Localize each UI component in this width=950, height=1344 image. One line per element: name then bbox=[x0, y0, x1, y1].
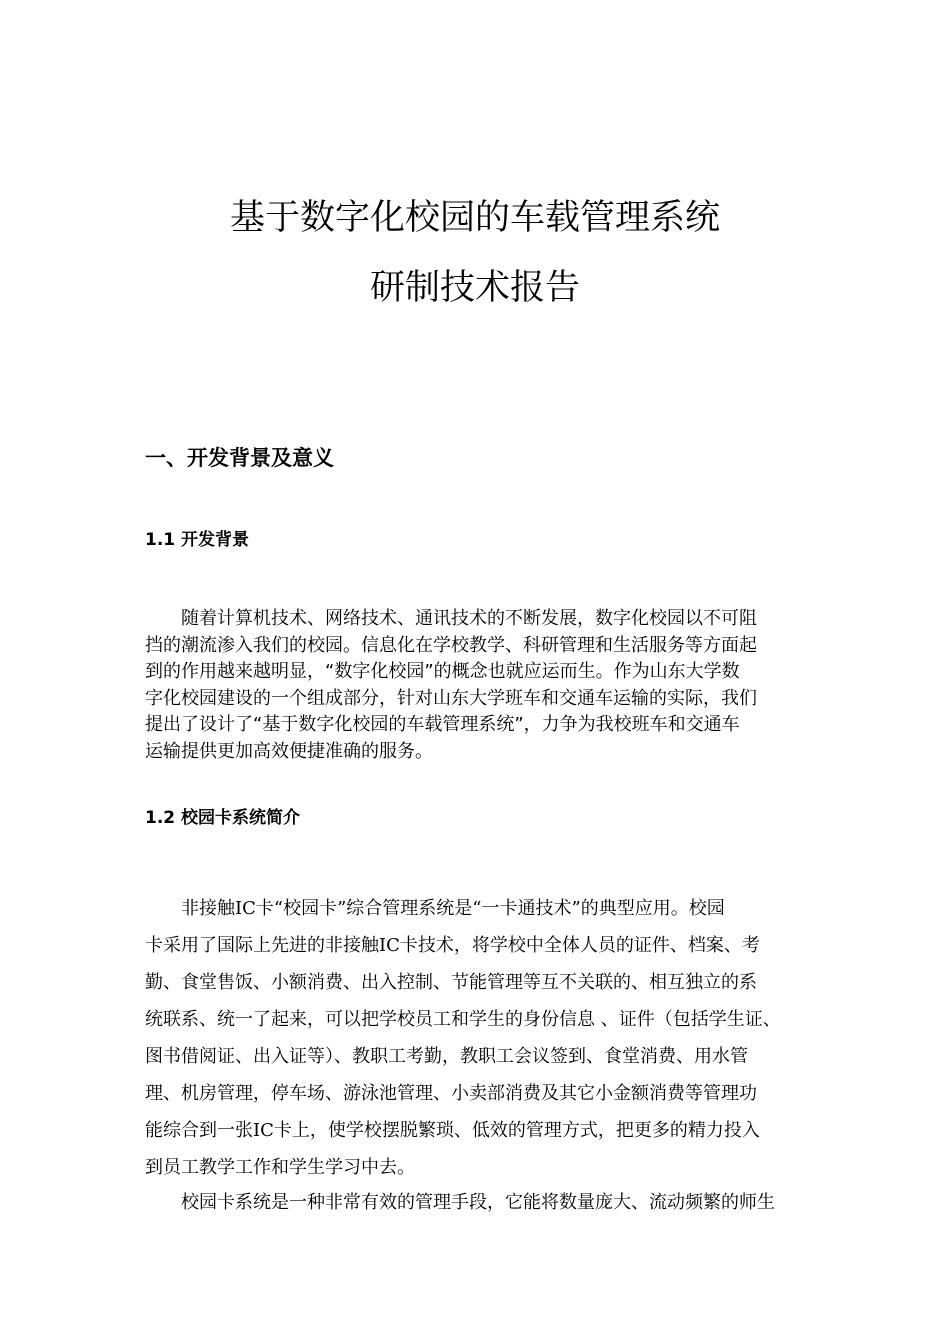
subsection-heading-1-1: 1.1 开发背景 bbox=[145, 530, 250, 550]
paragraph-line: 提出了设计了“基于数字化校园的车载管理系统”，力争为我校班车和交通车 bbox=[145, 714, 740, 735]
paragraph-line: 校园卡系统是一种非常有效的管理手段，它能将数量庞大、流动频繁的师生 bbox=[145, 1192, 775, 1213]
paragraph-line: 卡采用了国际上先进的非接触IC卡技术，将学校中全体人员的证件、档案、考 bbox=[145, 935, 760, 956]
paragraph-line: 运输提供更加高效便捷准确的服务。 bbox=[145, 740, 433, 762]
paragraph-line: 理、机房管理，停车场、游泳池管理、小卖部消费及其它小金额消费等管理功 bbox=[145, 1083, 757, 1104]
paragraph-campus-card-system bbox=[145, 1184, 825, 1221]
paragraph-line: 随着计算机技术、网络技术、通讯技术的不断发展，数字化校园以不可阻 bbox=[145, 608, 757, 629]
paragraph-line: 能综合到一张IC卡上，使学校摆脱繁琐、低效的管理方式，把更多的精力投入 bbox=[145, 1120, 760, 1141]
subsection-heading-1-2: 1.2 校园卡系统简介 bbox=[145, 808, 301, 828]
paragraph-line: 统联系、统一了起来，可以把学校员工和学生的身份信息 、证件（包括学生证、 bbox=[145, 1009, 781, 1030]
paragraph-line: 到员工教学工作和学生学习中去。 bbox=[145, 1157, 415, 1178]
document-title-line-1: 基于数字化校园的车载管理系统 bbox=[229, 198, 720, 238]
paragraph-line: 到的作用越来越明显，“数字化校园”的概念也就应运而生。作为山东大学数 bbox=[145, 661, 740, 682]
document-title-line-2: 研制技术报告 bbox=[369, 268, 580, 308]
paragraph-line: 图书借阅证、出入证等）、教职工考勤，教职工会议签到、食堂消费、用水管 bbox=[145, 1046, 748, 1067]
section-heading-background: 一、开发背景及意义 bbox=[145, 446, 334, 470]
paragraph-line: 挡的潮流渗入我们的校园。信息化在学校教学、科研管理和生活服务等方面起 bbox=[145, 634, 757, 656]
paragraph-campus-card-intro bbox=[145, 890, 825, 1186]
paragraph-line: 非接触IC卡“校园卡”综合管理系统是“一卡通技术”的典型应用。校园 bbox=[145, 898, 725, 919]
paragraph-line: 字化校园建设的一个组成部分，针对山东大学班车和交通车运输的实际，我们 bbox=[145, 687, 757, 709]
paragraph-development-background bbox=[145, 606, 825, 765]
paragraph-line: 勤、食堂售饭、小额消费、出入控制、节能管理等互不关联的、相互独立的系 bbox=[145, 972, 757, 993]
